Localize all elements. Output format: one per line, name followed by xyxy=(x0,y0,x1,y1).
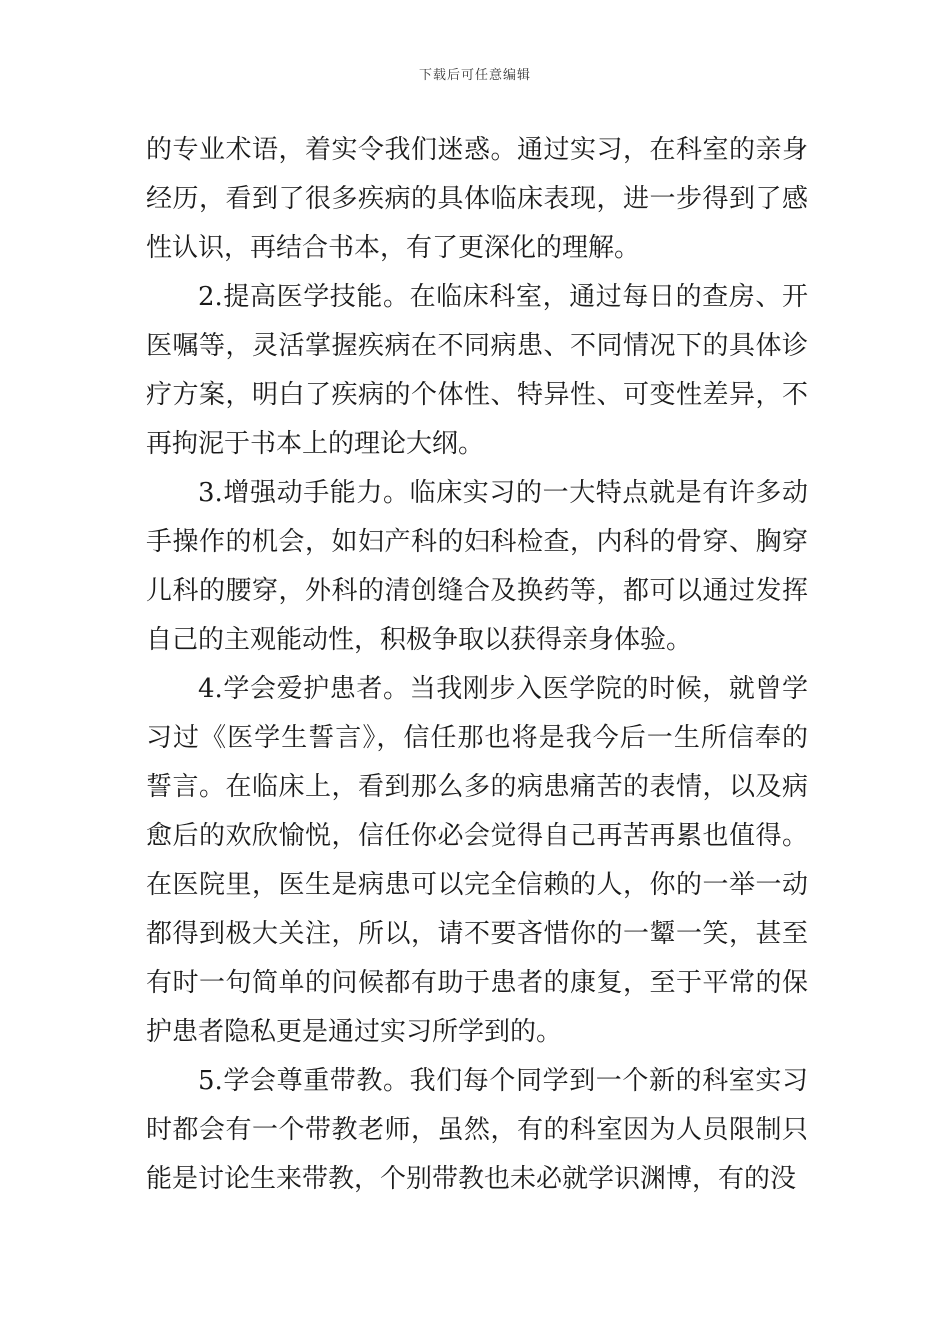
paragraph-item-4: 4.学会爱护患者。当我刚步入医学院的时候，就曾学习过《医学生誓言》，信任那也将是我今后一生所信奉的誓言。在临床上，看到那么多的病患痛苦的表情，以及病愈后的欢欣愉悦，信任你必会觉得自己再苦再累也值得。在医院里，医生是病患可以完全信赖的人，你的一举一动都得到极大关注，所以，请不要吝惜你的一颦一笑，甚至有时一句简单的问候都有助于患者的康复，至于平常的保护患者隐私更是通过实习所学到的。 xyxy=(146,674,808,1047)
paragraph-item-2: 2.提高医学技能。在临床科室，通过每日的查房、开医嘱等，灵活掌握疾病在不同病患、不同情况下的具体诊疗方案，明白了疾病的个体性、特异性、可变性差异，不再拘泥于书本上的理论大纲。 xyxy=(146,282,808,459)
paragraph-item-5: 5.学会尊重带教。我们每个同学到一个新的科室实习时都会有一个带教老师，虽然，有的科室因为人员限制只能是讨论生来带教，个别带教也未必就学识渊博，有的没 xyxy=(146,1066,808,1194)
page-header: 下载后可任意编辑 xyxy=(418,68,531,83)
paragraph-continuation: 的专业术语，着实令我们迷惑。通过实习，在科室的亲身经历，看到了很多疾病的具体临床表现，进一步得到了感性认识，再结合书本，有了更深化的理解。 xyxy=(146,135,808,263)
paragraph-item-3: 3.增强动手能力。临床实习的一大特点就是有许多动手操作的机会，如妇产科的妇科检查，内科的骨穿、胸穿儿科的腰穿，外科的清创缝合及换药等，都可以通过发挥自己的主观能动性，积极争取以获得亲身体验。 xyxy=(146,478,808,655)
document-body xyxy=(146,126,808,1204)
